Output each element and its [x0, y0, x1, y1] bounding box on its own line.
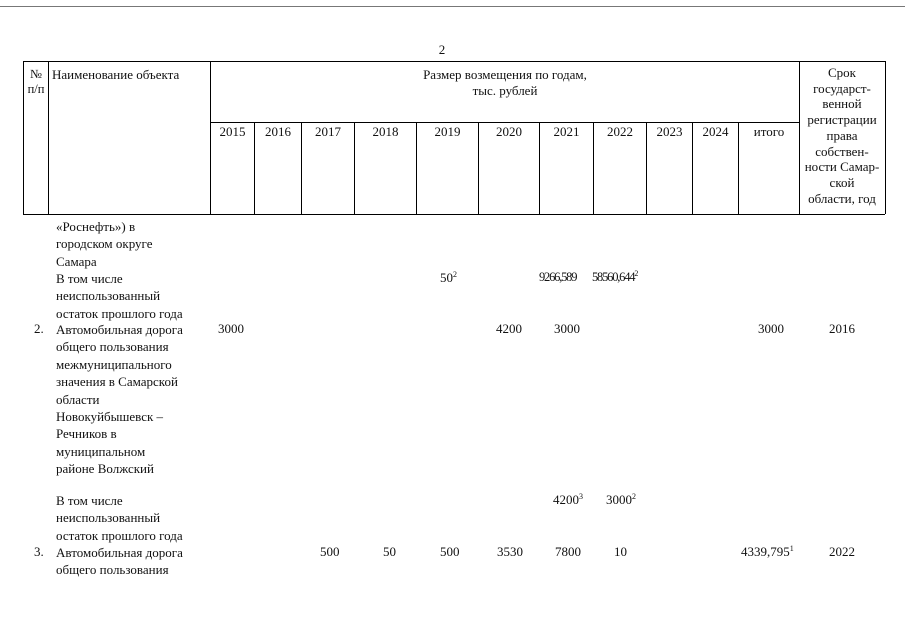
row3-2017: 500	[320, 544, 340, 559]
row3-2022: 10	[614, 544, 627, 559]
row2-total: 3000	[758, 321, 784, 336]
row1-sub-2022: 58560,644$^2$	[592, 269, 638, 284]
row1-sub-2021: 9266,589	[539, 270, 577, 284]
row3-2020: 3530	[497, 544, 523, 559]
year-2022: 2022	[607, 124, 633, 139]
row3-name: Автомобильная дорога общего пользования	[56, 545, 183, 578]
row2-2015: 3000	[218, 321, 244, 336]
row2-2021: 3000	[554, 321, 580, 336]
year-2021: 2021	[553, 124, 580, 139]
row2-term: 2016	[829, 321, 855, 336]
year-2018: 2018	[372, 124, 399, 139]
top-border-line	[0, 6, 905, 7]
header-amount-line2: тыс. рублей	[472, 83, 538, 98]
row1-sub-label: В том числе неиспользованный остаток прошлого года	[56, 271, 183, 321]
row1-sub-2019: $50^2$	[440, 270, 457, 285]
year-2016: 2016	[265, 124, 291, 139]
row3-2021: 7800	[555, 544, 581, 559]
header-name: Наименование объекта	[52, 67, 180, 82]
row3-num: 3.	[34, 544, 44, 559]
row2-sub-2021: 4200$^3$	[553, 492, 583, 507]
row2-sub-2022: 3000$^2$	[606, 492, 636, 507]
year-2024: 2024	[702, 124, 729, 139]
page-number: 2	[438, 42, 446, 57]
row3-term: 2022	[829, 544, 855, 559]
header-term: Срок государст- венной регистрации права собствен- ности Самар- ской области, год	[804, 65, 880, 206]
row2-num: 2.	[34, 321, 44, 336]
year-2019: 2019	[434, 124, 461, 139]
row3-2018: 50	[383, 544, 396, 559]
row2-sub-label: В том числе неиспользованный остаток прошлого года	[56, 493, 183, 543]
row2-name: Автомобильная дорога общего пользования межмуниципального значения в Самарской области Новокуйбышевск – Речников в муниципальном районе Волжский	[56, 322, 183, 477]
row3-2019: 500	[440, 544, 460, 559]
row3-total: 4339,795$^1$	[741, 544, 794, 559]
year-2020: 2020	[496, 124, 522, 139]
year-2015: 2015	[219, 124, 246, 139]
year-2017: 2017	[315, 124, 341, 139]
row2-2020: 4200	[496, 321, 522, 336]
header-num: № п/п	[27, 67, 45, 96]
header-amount-line1: Размер возмещения по годам,	[423, 67, 587, 82]
year-total: итого	[753, 124, 785, 139]
year-2023: 2023	[656, 124, 683, 139]
row1-name: «Роснефть») в городском округе Самара	[56, 219, 153, 269]
